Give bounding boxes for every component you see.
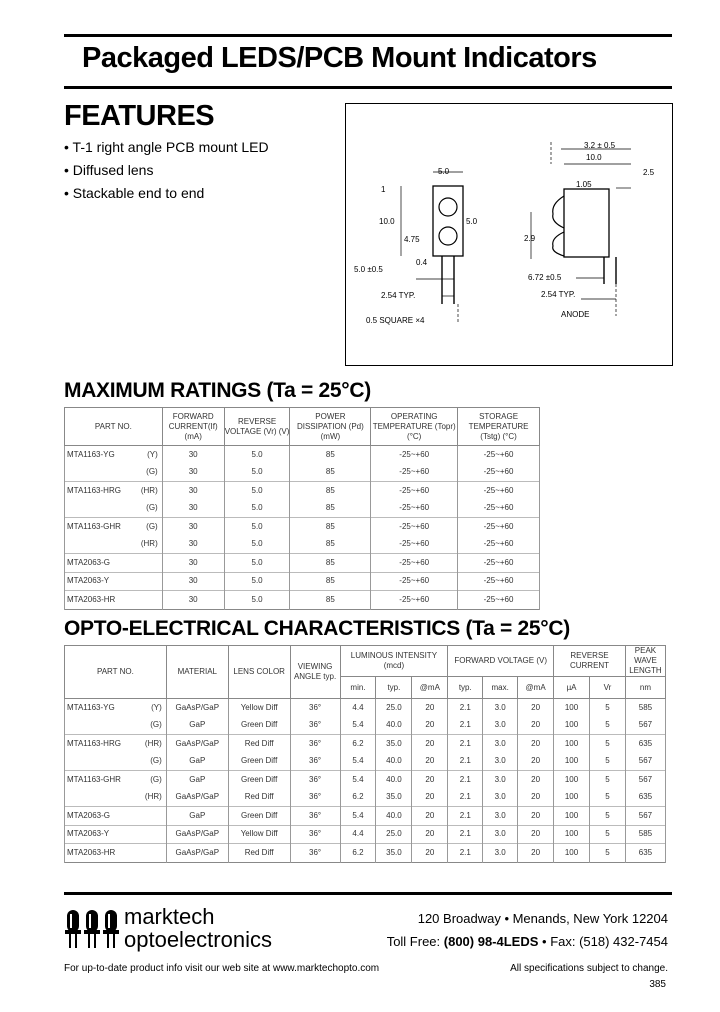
table-cell: 100 bbox=[554, 771, 590, 789]
table-row bbox=[65, 825, 666, 844]
part-number: MTA2063-G bbox=[67, 557, 110, 567]
part-number-cell bbox=[65, 844, 167, 863]
part-number-cell bbox=[65, 699, 167, 717]
col-header: FORWARD CURRENT(If) (mA) bbox=[162, 408, 224, 446]
col-header: MATERIAL bbox=[166, 646, 228, 699]
table-cell: 36° bbox=[290, 753, 340, 771]
toll-number: (800) 98-4LEDS bbox=[443, 934, 539, 949]
dim-label: 1 bbox=[381, 185, 386, 194]
table-cell: 20 bbox=[412, 825, 448, 844]
part-number-cell bbox=[65, 536, 163, 554]
table-cell: 5 bbox=[590, 807, 626, 826]
part-number: MTA2063-Y bbox=[67, 576, 110, 586]
part-number-cell bbox=[65, 446, 163, 464]
table-cell: Red Diff bbox=[228, 844, 290, 863]
top-rule bbox=[64, 34, 672, 37]
table-cell: -25~+60 bbox=[371, 554, 458, 573]
table-cell: 30 bbox=[162, 554, 224, 573]
table-cell: Green Diff bbox=[228, 717, 290, 735]
table-cell: -25~+60 bbox=[458, 591, 540, 610]
col-header: OPERATING TEMPERATURE (Topr) (°C) bbox=[371, 408, 458, 446]
table-row bbox=[65, 717, 666, 735]
footer-rule bbox=[64, 892, 672, 895]
part-number: MTA2063-Y bbox=[67, 829, 110, 839]
table-row bbox=[65, 572, 540, 591]
table-row bbox=[65, 518, 540, 536]
col-header: VIEWING ANGLE typ. bbox=[290, 646, 340, 699]
col-header: REVERSE CURRENT bbox=[554, 646, 626, 677]
table-row bbox=[65, 464, 540, 482]
dim-label: 2.54 TYP. bbox=[541, 290, 576, 299]
max-ratings-table bbox=[64, 407, 540, 610]
part-variant: (Y) bbox=[147, 449, 158, 459]
table-cell: 40.0 bbox=[376, 807, 412, 826]
table-cell: 20 bbox=[518, 717, 554, 735]
table-cell: Red Diff bbox=[228, 735, 290, 753]
table-cell: -25~+60 bbox=[371, 482, 458, 500]
table-cell: 35.0 bbox=[376, 844, 412, 863]
table-row bbox=[65, 789, 666, 807]
part-number-cell bbox=[65, 554, 163, 573]
table-cell: 36° bbox=[290, 844, 340, 863]
table-cell: 30 bbox=[162, 500, 224, 518]
table-cell: 5.0 bbox=[224, 482, 290, 500]
dim-label: 10.0 bbox=[379, 217, 395, 226]
table-cell: GaAsP/GaP bbox=[166, 735, 228, 753]
table-cell: 6.2 bbox=[340, 789, 376, 807]
table-cell: 3.0 bbox=[483, 807, 518, 826]
table-cell: 100 bbox=[554, 735, 590, 753]
table-cell: 3.0 bbox=[483, 844, 518, 863]
table-cell: 85 bbox=[290, 536, 371, 554]
dim-label: 3.2 ± 0.5 bbox=[584, 141, 616, 150]
part-number: MTA1163-HRG bbox=[67, 738, 121, 748]
table-row bbox=[65, 771, 666, 789]
dim-label: 5.0 bbox=[438, 167, 450, 176]
table-cell: GaP bbox=[166, 807, 228, 826]
dim-label: 10.0 bbox=[586, 153, 602, 162]
contact-line bbox=[387, 934, 668, 949]
table-cell: 2.1 bbox=[448, 771, 483, 789]
table-cell: 585 bbox=[625, 825, 665, 844]
part-variant: (HR) bbox=[140, 539, 158, 549]
table-row bbox=[65, 807, 666, 826]
table-cell: 2.1 bbox=[448, 807, 483, 826]
col-header: LENS COLOR bbox=[228, 646, 290, 699]
table-cell: 85 bbox=[290, 554, 371, 573]
table-cell: 36° bbox=[290, 717, 340, 735]
table-cell: 20 bbox=[518, 844, 554, 863]
table-cell: 5 bbox=[590, 735, 626, 753]
dim-label: 5.0 ±0.5 bbox=[354, 265, 383, 274]
table-cell: 36° bbox=[290, 789, 340, 807]
table-cell: 85 bbox=[290, 500, 371, 518]
dim-label: 0.4 bbox=[416, 258, 428, 267]
table-cell: 567 bbox=[625, 753, 665, 771]
table-cell: 5.0 bbox=[224, 591, 290, 610]
table-cell: 25.0 bbox=[376, 699, 412, 717]
table-cell: 30 bbox=[162, 446, 224, 464]
table-cell: 5 bbox=[590, 844, 626, 863]
table-cell: 36° bbox=[290, 807, 340, 826]
part-variant: (HR) bbox=[144, 738, 162, 748]
table-cell: 5 bbox=[590, 771, 626, 789]
table-cell: 2.1 bbox=[448, 825, 483, 844]
sub-header: Vr bbox=[590, 677, 626, 699]
table-row bbox=[65, 554, 540, 573]
col-header: PART NO. bbox=[65, 408, 163, 446]
table-cell: 100 bbox=[554, 844, 590, 863]
opto-table bbox=[64, 645, 666, 863]
sub-header: typ. bbox=[448, 677, 483, 699]
table-row bbox=[65, 844, 666, 863]
table-cell: 2.1 bbox=[448, 699, 483, 717]
table-cell: 5.4 bbox=[340, 771, 376, 789]
sub-header: max. bbox=[483, 677, 518, 699]
table-cell: 5 bbox=[590, 717, 626, 735]
table-row bbox=[65, 591, 540, 610]
part-number-cell bbox=[65, 464, 163, 482]
table-cell: 20 bbox=[518, 771, 554, 789]
table-cell: 20 bbox=[518, 753, 554, 771]
table-cell: -25~+60 bbox=[458, 464, 540, 482]
table-cell: 36° bbox=[290, 735, 340, 753]
table-cell: 100 bbox=[554, 825, 590, 844]
table-cell: GaAsP/GaP bbox=[166, 844, 228, 863]
company-address: 120 Broadway • Menands, New York 12204 bbox=[417, 911, 668, 926]
table-cell: 20 bbox=[412, 735, 448, 753]
table-cell: GaP bbox=[166, 771, 228, 789]
col-header: STORAGE TEMPERATURE (Tstg) (°C) bbox=[458, 408, 540, 446]
table-cell: 3.0 bbox=[483, 825, 518, 844]
table-cell: GaP bbox=[166, 717, 228, 735]
table-row bbox=[65, 699, 666, 717]
col-header: LUMINOUS INTENSITY (mcd) bbox=[340, 646, 448, 677]
table-cell: 40.0 bbox=[376, 753, 412, 771]
title-rule bbox=[64, 86, 672, 89]
col-header: PEAK WAVE LENGTH bbox=[625, 646, 665, 677]
table-cell: 35.0 bbox=[376, 735, 412, 753]
part-number: MTA1163-YG bbox=[67, 449, 115, 459]
website-note: For up-to-date product info visit our web site at www.marktechopto.com bbox=[64, 963, 380, 974]
table-cell: 3.0 bbox=[483, 789, 518, 807]
dim-label: 2.54 TYP. bbox=[381, 291, 416, 300]
table-cell: -25~+60 bbox=[371, 536, 458, 554]
toll-label: Toll Free: bbox=[386, 934, 444, 949]
company-name: marktech bbox=[124, 904, 215, 929]
table-cell: 5.0 bbox=[224, 536, 290, 554]
page-number: 385 bbox=[649, 979, 666, 990]
table-cell: 20 bbox=[412, 789, 448, 807]
dim-label: 2.5 bbox=[643, 168, 655, 177]
feature-item: • Diffused lens bbox=[64, 162, 154, 178]
part-number: MTA1163-GHR bbox=[67, 521, 121, 531]
table-cell: 20 bbox=[518, 789, 554, 807]
col-header: PART NO. bbox=[65, 646, 167, 699]
table-cell: 5.0 bbox=[224, 572, 290, 591]
table-cell: 2.1 bbox=[448, 844, 483, 863]
table-cell: 30 bbox=[162, 572, 224, 591]
table-cell: 6.2 bbox=[340, 844, 376, 863]
table-cell: 5 bbox=[590, 699, 626, 717]
table-cell: 100 bbox=[554, 789, 590, 807]
table-cell: 25.0 bbox=[376, 825, 412, 844]
table-cell: 85 bbox=[290, 518, 371, 536]
table-cell: -25~+60 bbox=[458, 500, 540, 518]
table-cell: 20 bbox=[518, 807, 554, 826]
table-cell: 30 bbox=[162, 591, 224, 610]
table-cell: 2.1 bbox=[448, 735, 483, 753]
dimension-diagram bbox=[345, 103, 673, 366]
dim-label: 6.72 ±0.5 bbox=[528, 273, 562, 282]
table-cell: 100 bbox=[554, 699, 590, 717]
table-cell: 30 bbox=[162, 482, 224, 500]
table-cell: Yellow Diff bbox=[228, 699, 290, 717]
part-variant: (Y) bbox=[151, 702, 162, 712]
part-number: MTA2063-G bbox=[67, 810, 110, 820]
table-cell: 3.0 bbox=[483, 717, 518, 735]
table-cell: 20 bbox=[412, 807, 448, 826]
table-cell: -25~+60 bbox=[371, 572, 458, 591]
company-name-line2: optoelectronics bbox=[124, 927, 272, 952]
sub-header: nm bbox=[625, 677, 665, 699]
part-number-cell bbox=[65, 717, 167, 735]
table-cell: 20 bbox=[412, 844, 448, 863]
table-cell: 85 bbox=[290, 572, 371, 591]
table-cell: 100 bbox=[554, 717, 590, 735]
sub-header: typ. bbox=[376, 677, 412, 699]
table-cell: -25~+60 bbox=[371, 446, 458, 464]
part-number: MTA2063-HR bbox=[67, 594, 116, 604]
part-variant: (G) bbox=[150, 720, 162, 730]
table-row bbox=[65, 482, 540, 500]
features-heading: FEATURES bbox=[64, 100, 215, 132]
table-cell: 30 bbox=[162, 518, 224, 536]
table-cell: 5.4 bbox=[340, 753, 376, 771]
table-cell: 85 bbox=[290, 591, 371, 610]
part-number: MTA1163-HRG bbox=[67, 485, 121, 495]
part-number: MTA2063-HR bbox=[67, 847, 116, 857]
table-cell: 5 bbox=[590, 753, 626, 771]
part-number: MTA1163-GHR bbox=[67, 774, 121, 784]
col-header: FORWARD VOLTAGE (V) bbox=[448, 646, 554, 677]
max-ratings-heading: MAXIMUM RATINGS (Ta = 25°C) bbox=[64, 379, 371, 402]
table-cell: Green Diff bbox=[228, 771, 290, 789]
sub-header: min. bbox=[340, 677, 376, 699]
table-cell: -25~+60 bbox=[371, 591, 458, 610]
table-cell: 635 bbox=[625, 735, 665, 753]
part-number-cell bbox=[65, 789, 167, 807]
table-cell: 36° bbox=[290, 771, 340, 789]
table-cell: GaP bbox=[166, 753, 228, 771]
dim-label: 5.0 bbox=[466, 217, 478, 226]
part-variant: (G) bbox=[146, 521, 158, 531]
table-cell: -25~+60 bbox=[458, 554, 540, 573]
dim-label: 4.75 bbox=[404, 235, 420, 244]
table-cell: 567 bbox=[625, 807, 665, 826]
table-cell: 40.0 bbox=[376, 771, 412, 789]
table-cell: 20 bbox=[412, 753, 448, 771]
led-outline-drawing bbox=[346, 104, 672, 365]
part-number: MTA1163-YG bbox=[67, 702, 115, 712]
table-cell: 100 bbox=[554, 807, 590, 826]
table-cell: 2.1 bbox=[448, 753, 483, 771]
table-row bbox=[65, 753, 666, 771]
part-variant: (G) bbox=[146, 503, 158, 513]
sub-header: µA bbox=[554, 677, 590, 699]
table-cell: 5.4 bbox=[340, 807, 376, 826]
table-cell: 5.0 bbox=[224, 518, 290, 536]
table-cell: 20 bbox=[518, 699, 554, 717]
table-cell: 36° bbox=[290, 699, 340, 717]
part-variant: (G) bbox=[150, 756, 162, 766]
table-cell: Yellow Diff bbox=[228, 825, 290, 844]
table-cell: 6.2 bbox=[340, 735, 376, 753]
table-row bbox=[65, 446, 540, 464]
dim-label: 1.05 bbox=[576, 180, 592, 189]
table-cell: -25~+60 bbox=[458, 482, 540, 500]
part-number-cell bbox=[65, 771, 167, 789]
table-cell: 5 bbox=[590, 789, 626, 807]
led-logo-icon bbox=[64, 904, 120, 950]
fax-number: • Fax: (518) 432-7454 bbox=[538, 934, 668, 949]
part-variant: (G) bbox=[146, 467, 158, 477]
sub-header: @mA bbox=[518, 677, 554, 699]
company-logo bbox=[64, 904, 120, 955]
table-cell: 40.0 bbox=[376, 717, 412, 735]
table-cell: -25~+60 bbox=[458, 536, 540, 554]
feature-item: • T-1 right angle PCB mount LED bbox=[64, 139, 269, 155]
table-cell: 20 bbox=[412, 771, 448, 789]
table-cell: 85 bbox=[290, 482, 371, 500]
part-number-cell bbox=[65, 518, 163, 536]
table-cell: 5.0 bbox=[224, 554, 290, 573]
table-cell: -25~+60 bbox=[371, 464, 458, 482]
table-cell: Red Diff bbox=[228, 789, 290, 807]
col-header: POWER DISSIPATION (Pd) (mW) bbox=[290, 408, 371, 446]
table-cell: 30 bbox=[162, 464, 224, 482]
table-cell: 20 bbox=[518, 825, 554, 844]
opto-heading: OPTO-ELECTRICAL CHARACTERISTICS (Ta = 25°C) bbox=[64, 617, 570, 640]
table-cell: 5.0 bbox=[224, 446, 290, 464]
table-cell: Green Diff bbox=[228, 753, 290, 771]
page-title: Packaged LEDS/PCB Mount Indicators bbox=[82, 42, 597, 74]
table-cell: 635 bbox=[625, 844, 665, 863]
table-cell: GaAsP/GaP bbox=[166, 825, 228, 844]
table-cell: 5.0 bbox=[224, 464, 290, 482]
table-cell: 5.0 bbox=[224, 500, 290, 518]
table-cell: 635 bbox=[625, 789, 665, 807]
feature-item: • Stackable end to end bbox=[64, 185, 205, 201]
table-cell: 20 bbox=[518, 735, 554, 753]
table-cell: 36° bbox=[290, 825, 340, 844]
table-cell: 20 bbox=[412, 717, 448, 735]
part-number-cell bbox=[65, 591, 163, 610]
table-cell: 4.4 bbox=[340, 699, 376, 717]
part-number-cell bbox=[65, 572, 163, 591]
dim-label: 0.5 SQUARE ×4 bbox=[366, 316, 425, 325]
table-cell: 585 bbox=[625, 699, 665, 717]
table-cell: -25~+60 bbox=[458, 572, 540, 591]
table-cell: 567 bbox=[625, 771, 665, 789]
part-number-cell bbox=[65, 753, 167, 771]
dim-label: ANODE bbox=[561, 310, 590, 319]
part-variant: (HR) bbox=[140, 485, 158, 495]
table-cell: 3.0 bbox=[483, 771, 518, 789]
table-cell: 20 bbox=[412, 699, 448, 717]
table-cell: 30 bbox=[162, 536, 224, 554]
table-cell: 5.4 bbox=[340, 717, 376, 735]
spec-note: All specifications subject to change. bbox=[510, 963, 668, 974]
table-cell: 3.0 bbox=[483, 753, 518, 771]
table-cell: 35.0 bbox=[376, 789, 412, 807]
table-cell: 85 bbox=[290, 446, 371, 464]
sub-header: @mA bbox=[412, 677, 448, 699]
part-number-cell bbox=[65, 482, 163, 500]
table-cell: GaAsP/GaP bbox=[166, 699, 228, 717]
table-cell: -25~+60 bbox=[371, 518, 458, 536]
part-variant: (G) bbox=[150, 774, 162, 784]
table-cell: 4.4 bbox=[340, 825, 376, 844]
table-row bbox=[65, 500, 540, 518]
table-cell: -25~+60 bbox=[371, 500, 458, 518]
part-variant: (HR) bbox=[144, 792, 162, 802]
part-number-cell bbox=[65, 807, 167, 826]
part-number-cell bbox=[65, 825, 167, 844]
col-header: REVERSE VOLTAGE (Vr) (V) bbox=[224, 408, 290, 446]
table-cell: 5 bbox=[590, 825, 626, 844]
table-cell: 3.0 bbox=[483, 699, 518, 717]
table-cell: 567 bbox=[625, 717, 665, 735]
part-number-cell bbox=[65, 735, 167, 753]
table-row bbox=[65, 536, 540, 554]
table-cell: 2.1 bbox=[448, 789, 483, 807]
table-cell: 100 bbox=[554, 753, 590, 771]
table-row bbox=[65, 735, 666, 753]
table-cell: Green Diff bbox=[228, 807, 290, 826]
table-cell: -25~+60 bbox=[458, 518, 540, 536]
dim-label: 2.9 bbox=[524, 234, 536, 243]
part-number-cell bbox=[65, 500, 163, 518]
table-cell: 2.1 bbox=[448, 717, 483, 735]
table-cell: GaAsP/GaP bbox=[166, 789, 228, 807]
table-cell: 3.0 bbox=[483, 735, 518, 753]
table-cell: 85 bbox=[290, 464, 371, 482]
table-cell: -25~+60 bbox=[458, 446, 540, 464]
